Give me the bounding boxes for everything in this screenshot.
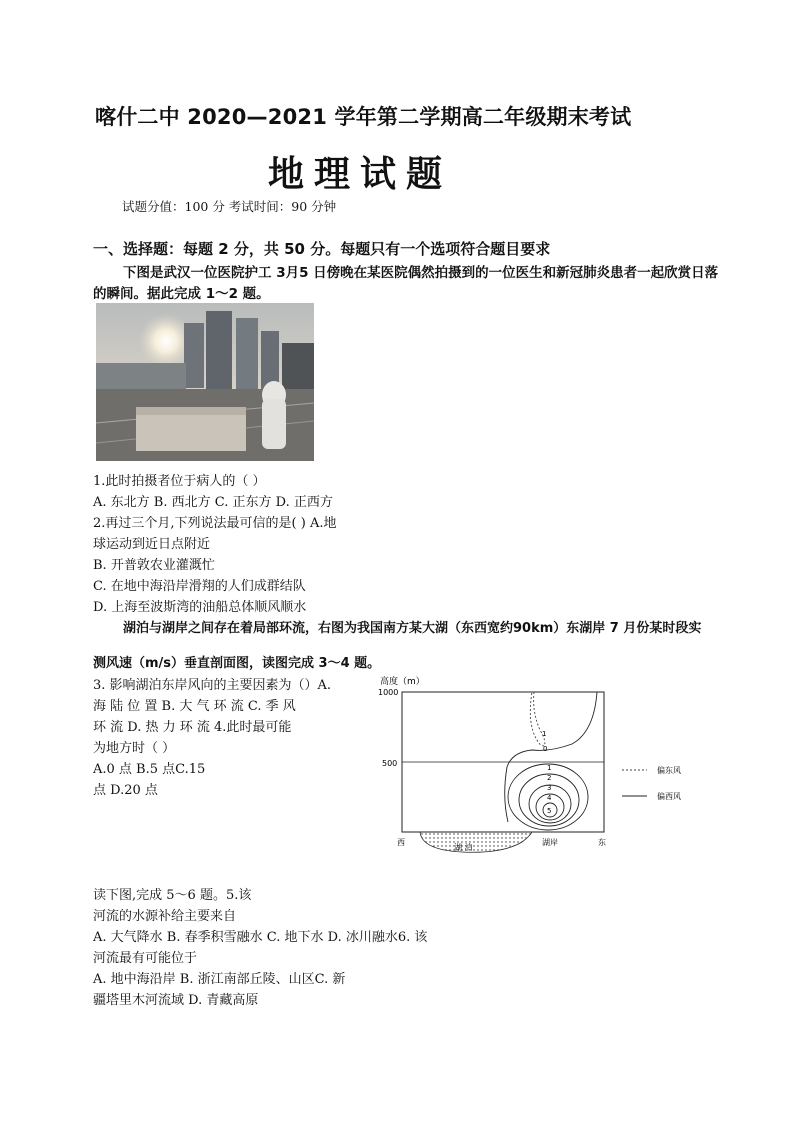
question-6-line-1: 河流最有可能位于 bbox=[93, 951, 198, 966]
exam-title: 喀什二中 2020—2021 学年第二学期高二年级期末考试 bbox=[95, 105, 632, 129]
lake-intro-line-2: 测风速（m/s）垂直剖面图，读图完成 3～4 题。 bbox=[93, 656, 381, 671]
westerly-isoline-0 bbox=[505, 692, 597, 822]
lake-intro-line-1: 湖泊与湖岸之间存在着局部环流，右图为我国南方某大湖（东西宽约90km）东湖岸 7 月份某时段实 bbox=[123, 621, 702, 636]
exam-meta: 试题分值：100 分 考试时间：90 分钟 bbox=[122, 199, 337, 214]
question-2-line-1: 2.再过三个月,下列说法最可信的是( ) A.地 bbox=[93, 516, 337, 531]
question-3-line-3: 环 流 D. 热 力 环 流 4.此时最可能 bbox=[93, 720, 292, 735]
sunset-photo-graphic bbox=[96, 303, 314, 461]
intro-line-2: 的瞬间。据此完成 1～2 题。 bbox=[93, 286, 270, 302]
label-shore: 湖岸 bbox=[542, 838, 558, 847]
question-6-options-1: A. 地中海沿岸 B. 浙江南部丘陵、山区C. 新 bbox=[93, 972, 346, 987]
question-4-options-1: A.0 点 B.5 点C.15 bbox=[93, 762, 206, 777]
contour-label-2: 2 bbox=[547, 774, 552, 782]
question-5-options: A. 大气降水 B. 春季积雪融水 C. 地下水 D. 冰川融水6. 该 bbox=[93, 930, 428, 945]
subject-title: 地理试题 bbox=[268, 154, 453, 195]
contour-label-3: 3 bbox=[547, 784, 552, 792]
contour-label-4: 4 bbox=[547, 794, 552, 802]
question-2-option-d: D. 上海至波斯湾的油船总体顺风顺水 bbox=[93, 600, 307, 615]
lake-shape bbox=[420, 832, 532, 852]
contour-label-1: 1 bbox=[547, 764, 552, 772]
wind-profile-diagram bbox=[372, 672, 707, 862]
intro-line-1: 下图是武汉一位医院护工 3月5 日傍晚在某医院偶然拍摄到的一位医生和新冠肺炎患者一起欣赏日落 bbox=[123, 265, 719, 281]
question-3-line-1: 3. 影响湖泊东岸风向的主要因素为（）A. bbox=[93, 678, 332, 693]
contour-label-1-upper: 1 bbox=[542, 730, 547, 738]
question-1-stem: 1.此时拍摄者位于病人的（ ） bbox=[93, 474, 266, 489]
contour-label-5: 5 bbox=[547, 807, 552, 815]
contour-label-0: 0 bbox=[543, 745, 548, 753]
question-2-option-b: B. 开普敦农业灌溉忙 bbox=[93, 558, 215, 573]
label-east: 东 bbox=[598, 838, 606, 847]
question-5-line-2: 河流的水源补给主要来自 bbox=[93, 909, 237, 924]
question-2-line-2: 球运动到近日点附近 bbox=[93, 537, 211, 552]
question-6-options-2: 疆塔里木河流域 D. 青藏高原 bbox=[93, 993, 259, 1008]
question-3-line-2: 海 陆 位 置 B. 大 气 环 流 C. 季 风 bbox=[93, 699, 296, 714]
diagram-ylabel: 高度（m） bbox=[380, 677, 425, 687]
label-west: 西 bbox=[397, 838, 405, 847]
question-2-option-c: C. 在地中海沿岸滑翔的人们成群结队 bbox=[93, 579, 306, 594]
question-5-line-1: 读下图,完成 5～6 题。5.该 bbox=[93, 888, 252, 903]
section-heading: 一、选择题：每题 2 分，共 50 分。每题只有一个选项符合题目要求 bbox=[93, 240, 551, 258]
legend-westerly-label: 偏西风 bbox=[657, 792, 681, 801]
sunset-photo bbox=[96, 303, 314, 461]
question-4-line-1: 为地方时（ ） bbox=[93, 741, 176, 756]
diagram-ytick-500: 500 bbox=[382, 759, 398, 768]
diagram-ytick-1000: 1000 bbox=[378, 688, 399, 697]
question-1-options: A. 东北方 B. 西北方 C. 正东方 D. 正西方 bbox=[93, 495, 333, 510]
question-4-options-2: 点 D.20 点 bbox=[93, 783, 158, 798]
legend-easterly-label: 偏东风 bbox=[657, 766, 681, 775]
label-lake: 湖 泊 bbox=[454, 843, 473, 852]
